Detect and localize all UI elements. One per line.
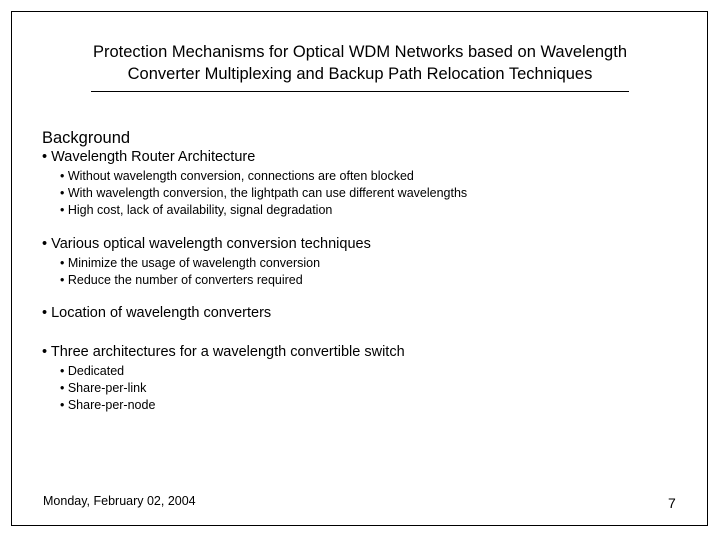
- sub-bullet: • High cost, lack of availability, signal degradation: [60, 203, 333, 217]
- title-underline: [91, 91, 629, 92]
- sub-bullet: • Share-per-link: [60, 381, 147, 395]
- sub-bullet: • Reduce the number of converters required: [60, 273, 303, 287]
- sub-bullet: • Share-per-node: [60, 398, 156, 412]
- sub-bullet: • Minimize the usage of wavelength conversion: [60, 256, 321, 270]
- sub-bullet: • Without wavelength conversion, connections are often blocked: [60, 169, 414, 183]
- sub-bullet: • Dedicated: [60, 364, 125, 378]
- slide-title: [40, 41, 680, 85]
- title-line-2: Converter Multiplexing and Backup Path Relocation Techniques: [127, 65, 593, 83]
- footer-date: Monday, February 02, 2004: [43, 494, 196, 508]
- page-number: 7: [668, 495, 676, 511]
- bullet-three-architectures: • Three architectures for a wavelength convertible switch: [42, 344, 405, 360]
- bullet-wavelength-router: • Wavelength Router Architecture: [42, 149, 256, 165]
- bullet-converter-location: • Location of wavelength converters: [42, 305, 272, 321]
- bullet-conversion-techniques: • Various optical wavelength conversion techniques: [42, 236, 371, 252]
- sub-bullet: • With wavelength conversion, the lightpath can use different wavelengths: [60, 186, 468, 200]
- section-heading: Background: [42, 129, 131, 147]
- title-line-1: Protection Mechanisms for Optical WDM Networks based on Wavelength: [92, 43, 627, 61]
